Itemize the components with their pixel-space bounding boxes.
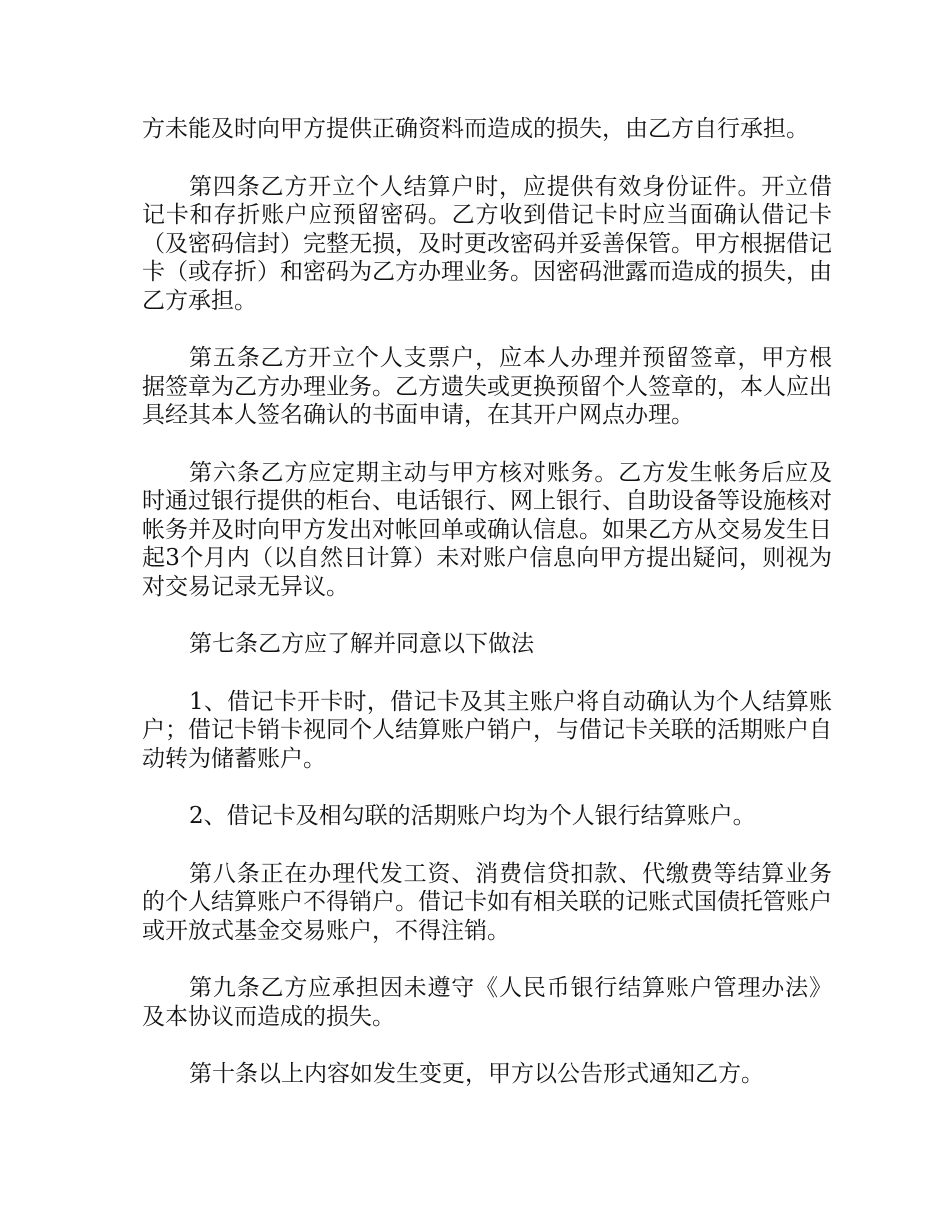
paragraph-article-5: 第五条乙方开立个人支票户，应本人办理并预留签章，甲方根据签章为乙方办理业务。乙方遗失或更换预留个人签章的，本人应出具经其本人签名确认的书面申请，在其开户网点办理。 [142, 345, 832, 428]
paragraph-article-10: 第十条以上内容如发生变更，甲方以公告形式通知乙方。 [189, 1061, 764, 1087]
paragraph-article-7: 第七条乙方应了解并同意以下做法 [189, 631, 534, 657]
paragraph-article-9: 第九条乙方应承担因未遵守《人民币银行结算账户管理办法》及本协议而造成的损失。 [142, 975, 832, 1030]
paragraph-article-6: 第六条乙方应定期主动与甲方核对账务。乙方发生帐务后应及时通过银行提供的柜台、电话银行、网上银行、自助设备等设施核对帐务并及时向甲方发出对帐回单或确认信息。如果乙方从交易发生日起3个月内（以自然日计算）未对账户信息向甲方提出疑问，则视为对交易记录无异议。 [142, 459, 832, 600]
paragraph-continuation: 方未能及时向甲方提供正确资料而造成的损失，由乙方自行承担。 [142, 116, 809, 142]
paragraph-article-8: 第八条正在办理代发工资、消费信贷扣款、代缴费等结算业务的个人结算账户不得销户。借记卡如有相关联的记账式国债托管账户或开放式基金交易账户，不得注销。 [142, 860, 832, 944]
paragraph-article-4: 第四条乙方开立个人结算户时，应提供有效身份证件。开立借记卡和存折账户应预留密码。乙方收到借记卡时应当面确认借记卡（及密码信封）完整无损，及时更改密码并妥善保管。甲方根据借记卡（或存折）和密码为乙方办理业务。因密码泄露而造成的损失，由乙方承担。 [142, 173, 832, 314]
document-body [142, 115, 832, 1118]
paragraph-article-7-item-2: 2、借记卡及相勾联的活期账户均为个人银行结算账户。 [189, 803, 756, 829]
paragraph-article-7-item-1: 1、借记卡开卡时，借记卡及其主账户将自动确认为个人结算账户；借记卡销卡视同个人结算账户销户，与借记卡关联的活期账户自动转为储蓄账户。 [142, 688, 832, 772]
